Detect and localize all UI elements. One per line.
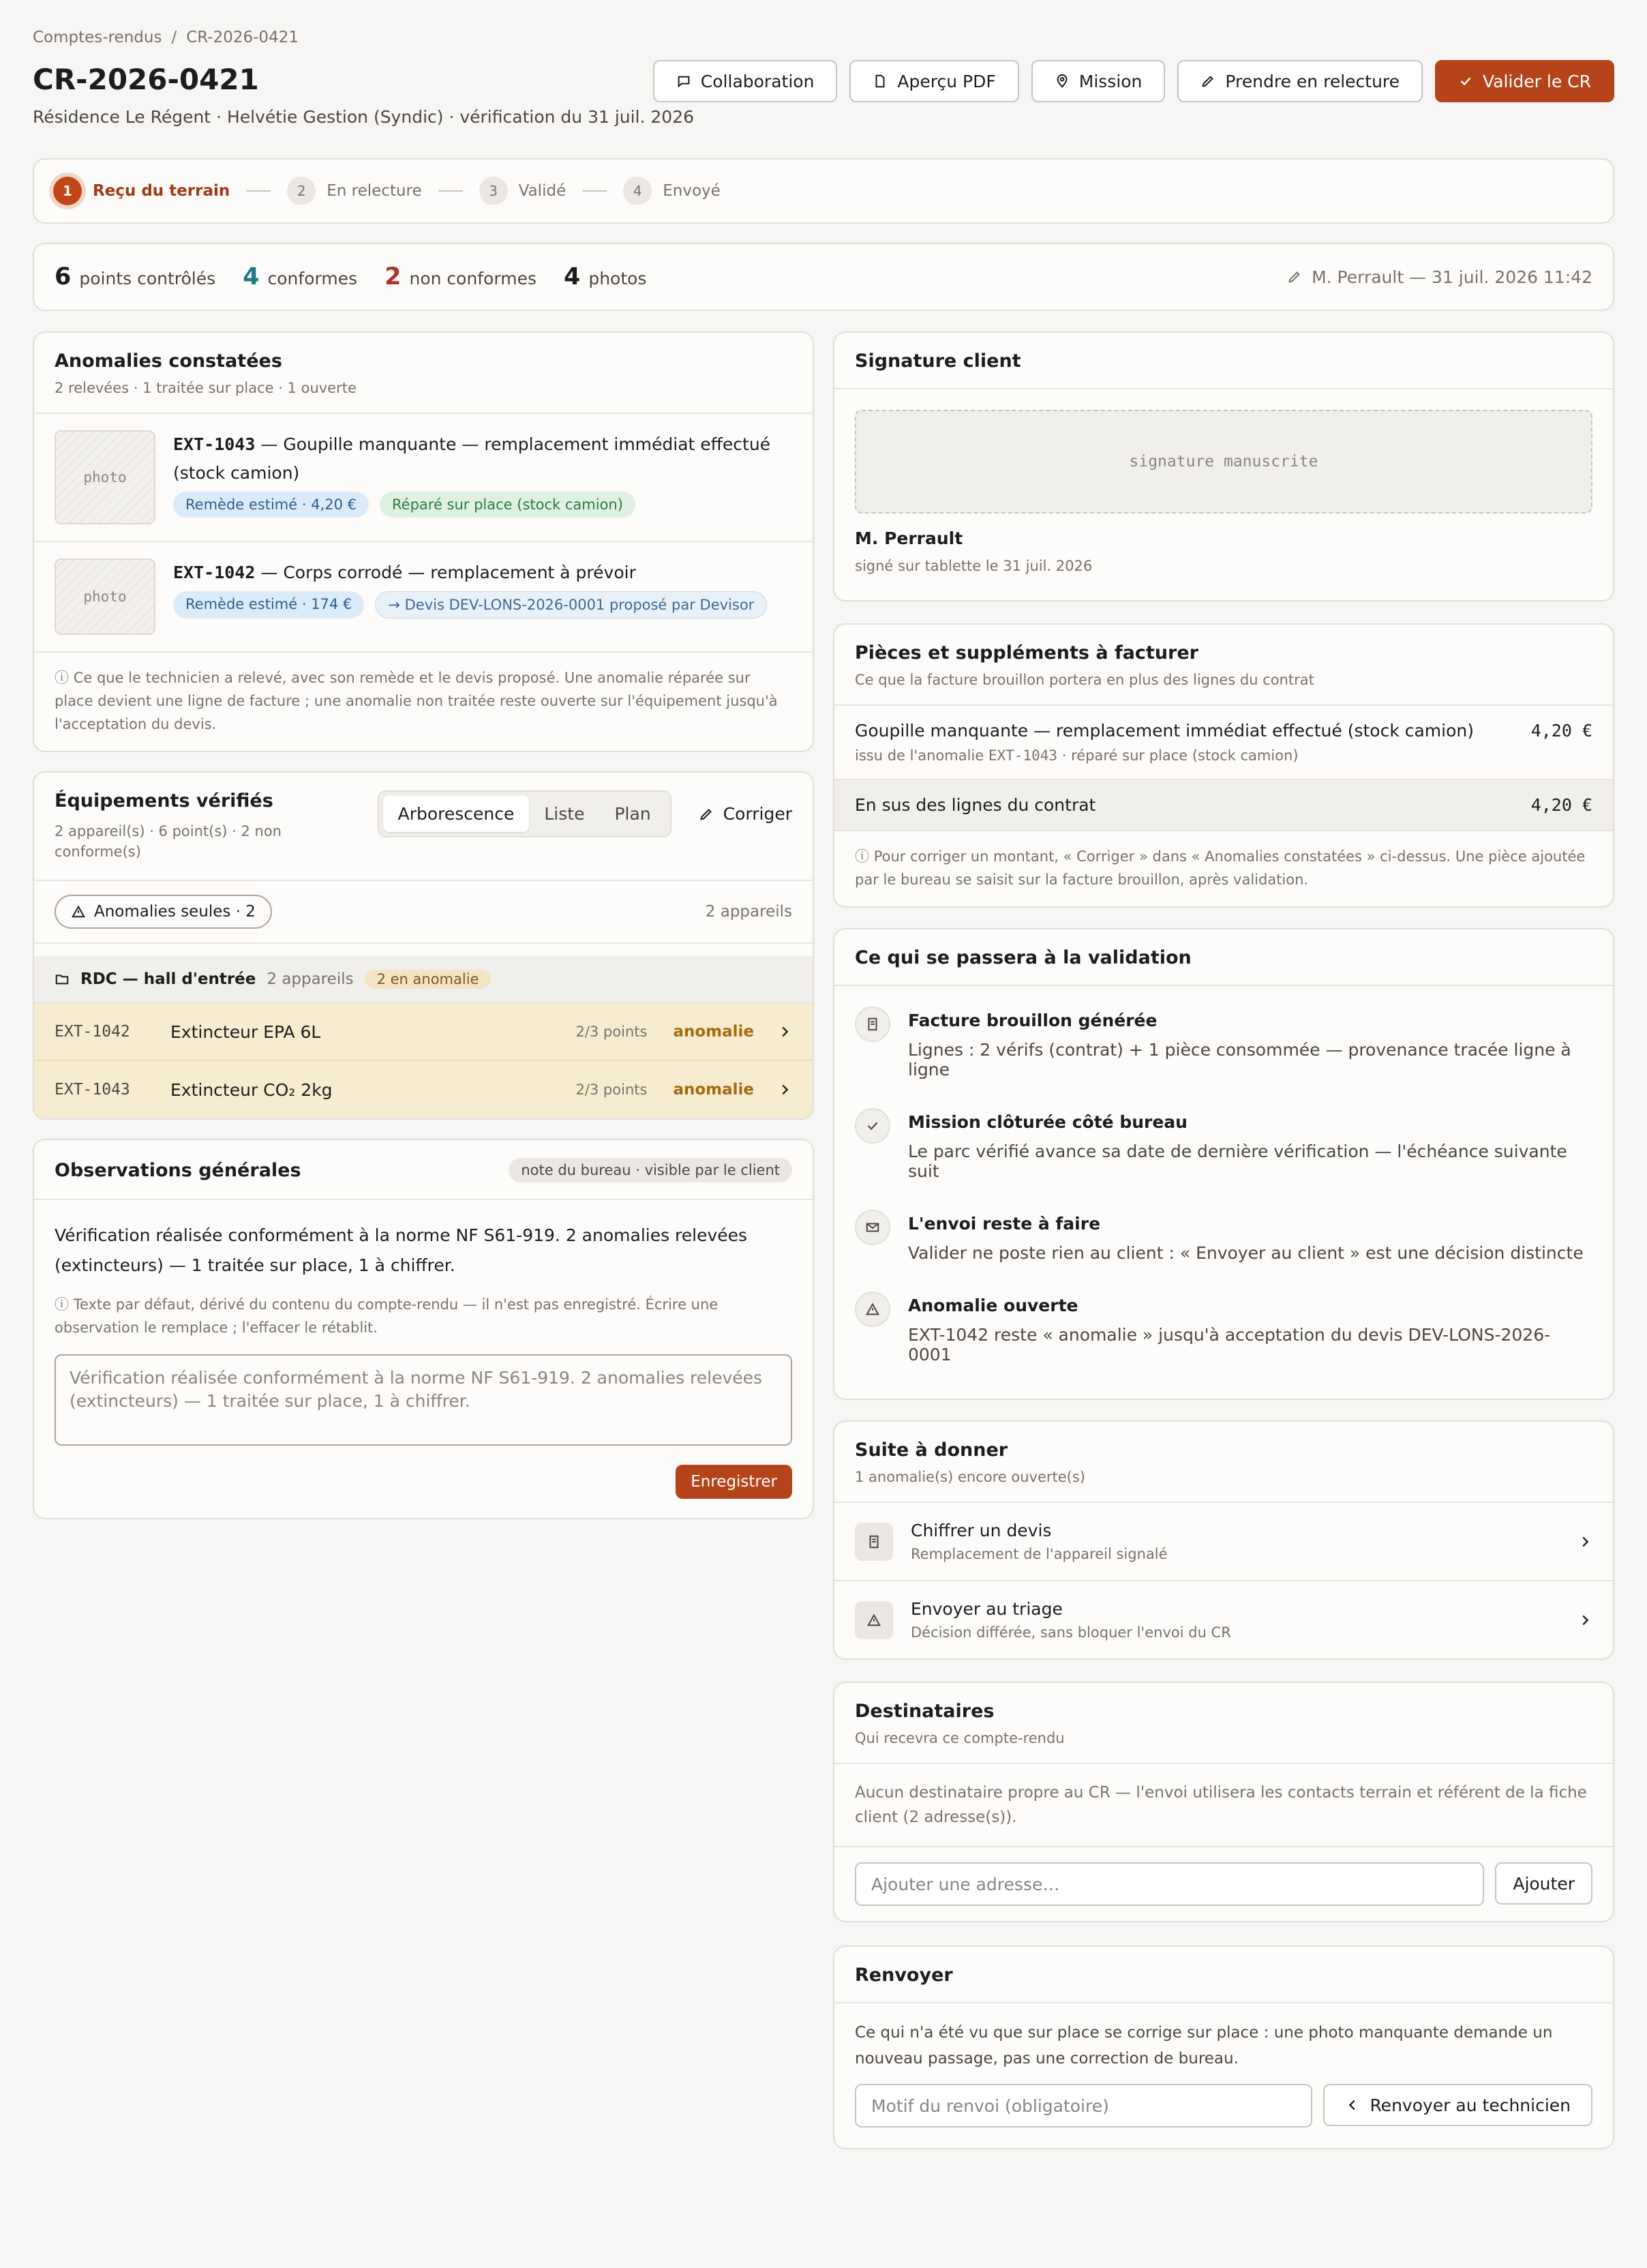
pdf-preview-button[interactable] [849, 60, 1018, 102]
stat-label: conformes [267, 269, 358, 288]
signature-box: signature manuscrite [855, 410, 1592, 513]
card-title: Anomalies constatées [55, 350, 282, 372]
timeline-text: Valider ne poste rien au client : « Envoyer au client » est une décision distincte [908, 1243, 1584, 1263]
step-separator [246, 190, 271, 192]
stat-value: 4 [563, 263, 581, 290]
email-field[interactable]: Ajouter une adresse… [855, 1862, 1484, 1906]
action-title: Chiffrer un devis [911, 1521, 1052, 1540]
anomaly-filter-chip[interactable] [55, 895, 272, 929]
tab-plan[interactable]: Plan [614, 804, 651, 824]
stat-value: 2 [384, 263, 402, 290]
equipment-points: 2/3 points [575, 1024, 648, 1040]
save-button[interactable]: Enregistrer [676, 1465, 792, 1499]
signature-card [833, 331, 1614, 601]
anomalies-card [33, 331, 814, 752]
step-label: Reçu du terrain [93, 182, 230, 200]
step-number: 2 [287, 177, 316, 205]
signer-name: M. Perrault [855, 528, 963, 548]
breadcrumb-root[interactable]: Comptes-rendus [33, 29, 162, 46]
stat-label: photos [588, 269, 647, 288]
equipment-code: EXT-1042 [55, 1023, 130, 1041]
card-title: Pièces et suppléments à facturer [855, 642, 1198, 663]
correct-label: Corriger [723, 804, 792, 824]
timeline-title: Facture brouillon générée [908, 1011, 1158, 1030]
correct-button[interactable] [699, 804, 792, 824]
equipment-row[interactable] [34, 1061, 813, 1118]
remedy-pill: Remède estimé · 174 € [173, 591, 364, 618]
signature-date: signé sur tablette le 31 juil. 2026 [855, 558, 1093, 574]
pdf-label: Aperçu PDF [897, 71, 996, 91]
pencil-icon [1200, 74, 1215, 89]
stat-label: non conformes [409, 269, 537, 288]
line-origin: issu de l'anomalie [855, 747, 984, 764]
info-text: Pour corriger un montant, « Corriger » dans « Anomalies constatées » ci-dessus. Une pièce ajoutée par le bureau se saisit sur la facture brouillon, après validation. [855, 848, 1586, 888]
card-title: Équipements vérifiés [55, 790, 273, 811]
chat-icon [676, 74, 691, 89]
warning-icon [866, 1613, 881, 1628]
pencil-icon [1287, 269, 1302, 284]
billing-line [834, 706, 1613, 780]
step-number: 1 [53, 177, 82, 205]
collaboration-label: Collaboration [700, 71, 815, 91]
stat-points [55, 263, 215, 290]
stat-label: points contrôlés [79, 269, 216, 288]
info-note: ⓘ Pour corriger un montant, « Corriger » dans « Anomalies constatées » ci-dessus. Une pièce ajoutée par le bureau se saisit sur la facture brouillon, après validation. [855, 848, 1586, 888]
tab-tree[interactable]: Arborescence [383, 796, 530, 832]
quote-link[interactable]: → Devis DEV-LONS-2026-0001 proposé par Devisor [375, 591, 767, 618]
remedy-pill: Remède estimé · 4,20 € [173, 492, 369, 518]
author-text: M. Perrault — 31 juil. 2026 11:42 [1312, 267, 1592, 287]
step-sent [623, 177, 721, 205]
anomaly-item[interactable] [34, 414, 813, 542]
location-group[interactable] [34, 956, 813, 1004]
warning-icon [865, 1302, 880, 1317]
author-info [1287, 267, 1592, 287]
visibility-badge: note du bureau · visible par le client [509, 1158, 792, 1182]
summary-bar [33, 243, 1614, 311]
timeline-title: L'envoi reste à faire [908, 1214, 1101, 1234]
recipients-text: Aucun destinataire propre au CR — l'envoi utilisera les contacts terrain et référent de la fiche client (2 adresse(s)). [834, 1764, 1613, 1847]
info-text: Texte par défaut, dérivé du contenu du compte-rendu — il n'est pas enregistré. Écrire une observation le remplace ; l'effacer le rétablit. [55, 1296, 719, 1336]
repaired-pill: Réparé sur place (stock camion) [380, 492, 635, 518]
step-number: 4 [623, 177, 652, 205]
step-number: 3 [479, 177, 508, 205]
timeline-text: Le parc vérifié avance sa date de dernière vérification — l'échéance suivante suit [908, 1142, 1567, 1181]
chevron-right-icon [1577, 1613, 1592, 1628]
line-title: Goupille manquante — remplacement immédiat effectué (stock camion) [855, 721, 1474, 741]
card-title: Ce qui se passera à la validation [855, 947, 1192, 968]
action-title: Envoyer au triage [911, 1599, 1063, 1619]
step-label: En relecture [327, 182, 422, 200]
breadcrumb [33, 29, 299, 46]
chevron-left-icon [1345, 2098, 1360, 2113]
stat-conformes [243, 263, 357, 290]
stat-photos [564, 263, 647, 290]
step-received [53, 177, 230, 205]
mission-label: Mission [1078, 71, 1143, 91]
anomaly-item[interactable] [34, 542, 813, 653]
validate-label: Valider le CR [1483, 71, 1591, 91]
mission-button[interactable] [1031, 60, 1166, 102]
stat-non-conformes [384, 263, 537, 290]
view-switcher [378, 790, 671, 837]
step-separator [438, 190, 463, 192]
step-validated [479, 177, 566, 205]
check-icon [865, 1118, 880, 1133]
tab-list[interactable]: Liste [544, 804, 585, 824]
validation-card [833, 928, 1614, 1400]
equipment-name: Extincteur CO₂ 2kg [170, 1079, 333, 1100]
timeline-text: EXT-1042 reste « anomalie » jusqu'à acceptation du devis DEV-LONS-2026-0001 [908, 1325, 1551, 1364]
timeline-item [855, 1292, 1592, 1364]
timeline-title: Anomalie ouverte [908, 1296, 1078, 1315]
card-subtitle: 2 relevées · 1 traitée sur place · 1 ouverte [55, 380, 357, 396]
info-text: Ce que le technicien a relevé, avec son remède et le devis proposé. Une anomalie réparée sur place devient une ligne de facture ; une anomalie non traitée reste ouverte sur l'équipement jusqu'à l'acceptation du devis. [55, 670, 778, 732]
timeline-item [855, 1210, 1592, 1263]
quote-label: Devis DEV-LONS-2026-0001 proposé par Devisor [404, 597, 755, 613]
card-subtitle: 2 appareil(s) · 6 point(s) · 2 non conforme(s) [55, 823, 282, 860]
quote-action[interactable] [834, 1503, 1613, 1581]
status-badge: anomalie [673, 1081, 754, 1099]
timeline-item [855, 1006, 1592, 1079]
return-text: Ce qui n'a été vu que sur place se corrige sur place : une photo manquante demande un nouveau passage, pas une correction de bureau. [855, 2024, 1553, 2068]
chip-label: Anomalies seules · 2 [94, 903, 256, 921]
return-card [833, 1945, 1614, 2149]
take-review-button[interactable] [1177, 60, 1423, 102]
equipment-points: 2/3 points [575, 1081, 648, 1098]
info-note: ⓘ Texte par défaut, dérivé du contenu du compte-rendu — il n'est pas enregistré. Écrire une observation le remplace ; l'effacer le rétablit. [55, 1296, 719, 1336]
timeline-text: Lignes : 2 vérifs (contrat) + 1 pièce consommée — provenance tracée ligne à ligne [908, 1040, 1571, 1079]
step-label: Validé [518, 182, 566, 200]
photo-placeholder[interactable]: photo [55, 558, 155, 635]
info-note: ⓘ Ce que le technicien a relevé, avec son remède et le devis proposé. Une anomalie réparée sur place devient une ligne de facture ; une anomalie non traitée reste ouverte sur l'équipement jusqu'à l'acceptation du devis. [55, 670, 778, 732]
page-subtitle: Résidence Le Régent · Helvétie Gestion (Syndic) · vérification du 31 juil. 2026 [33, 107, 695, 127]
page-title: CR-2026-0421 [33, 63, 259, 96]
observation-textarea[interactable]: Vérification réalisée conformément à la norme NF S61-919. 2 anomalies relevées (extincteurs) — 1 traitée sur place, 1 à chiffrer. [55, 1354, 792, 1446]
card-subtitle: Ce que la facture brouillon portera en plus des lignes du contrat [855, 672, 1314, 688]
folder-icon [55, 972, 70, 987]
anomaly-text: — Corps corrodé — remplacement à prévoir [255, 563, 636, 582]
line-status: · réparé sur place (stock camion) [1061, 747, 1299, 764]
chevron-right-icon [777, 1082, 792, 1097]
card-title: Suite à donner [855, 1439, 1008, 1461]
anomaly-code: EXT-1042 [173, 563, 256, 582]
warning-icon [71, 904, 86, 919]
status-stepper [33, 158, 1614, 224]
equipment-name: Extincteur EPA 6L [170, 1021, 321, 1042]
file-icon [873, 74, 888, 89]
timeline-item [855, 1108, 1592, 1181]
action-sub: Remplacement de l'appareil signalé [911, 1546, 1168, 1562]
timeline-title: Mission clôturée côté bureau [908, 1112, 1188, 1132]
pin-icon [1055, 74, 1070, 89]
status-badge: anomalie [673, 1023, 754, 1041]
recipients-card [833, 1682, 1614, 1922]
next-steps-card [833, 1420, 1614, 1660]
card-title: Signature client [855, 350, 1021, 372]
return-label: Renvoyer au technicien [1370, 2095, 1571, 2115]
card-subtitle: 1 anomalie(s) encore ouverte(s) [855, 1469, 1085, 1485]
return-reason-field[interactable]: Motif du renvoi (obligatoire) [855, 2084, 1312, 2128]
document-icon [866, 1534, 881, 1549]
anomaly-text: — Goupille manquante — remplacement immédiat effectué (stock camion) [173, 434, 771, 483]
observations-card [33, 1139, 814, 1519]
triage-action[interactable] [834, 1581, 1613, 1658]
total-amount: 4,20 € [1530, 795, 1592, 815]
collaboration-button[interactable] [653, 60, 838, 102]
chevron-right-icon [1577, 1534, 1592, 1549]
card-title: Renvoyer [855, 1965, 953, 1986]
total-label: En sus des lignes du contrat [855, 795, 1096, 815]
document-icon [865, 1017, 880, 1032]
breadcrumb-current: CR-2026-0421 [186, 29, 299, 46]
breadcrumb-sep: / [171, 29, 177, 46]
stat-value: 4 [243, 263, 260, 290]
group-tag: 2 en anomalie [365, 970, 492, 989]
header-actions [653, 60, 1614, 102]
equipment-code: EXT-1043 [55, 1081, 130, 1099]
device-count: 2 appareils [705, 903, 792, 921]
anomaly-code: EXT-1043 [173, 434, 256, 454]
group-name: RDC — hall d'entrée [80, 970, 256, 988]
card-subtitle: Qui recevra ce compte-rendu [855, 1730, 1065, 1746]
mail-icon [865, 1220, 880, 1235]
step-review [287, 177, 421, 205]
step-separator [582, 190, 607, 192]
billing-card [833, 623, 1614, 908]
pencil-icon [699, 807, 714, 822]
equipment-card [33, 771, 814, 1120]
step-label: Envoyé [663, 182, 721, 200]
take-review-label: Prendre en relecture [1225, 71, 1400, 91]
line-code: EXT-1043 [988, 747, 1058, 764]
card-title: Observations générales [55, 1159, 301, 1181]
stat-value: 6 [55, 263, 72, 290]
line-amount: 4,20 € [1530, 721, 1592, 741]
check-icon [1458, 74, 1473, 89]
validate-button[interactable] [1435, 60, 1614, 102]
add-recipient-button[interactable]: Ajouter [1495, 1862, 1592, 1905]
chevron-right-icon [777, 1024, 792, 1039]
photo-placeholder[interactable]: photo [55, 430, 155, 524]
observation-text: Vérification réalisée conformément à la norme NF S61-919. 2 anomalies relevées (extincteurs) — 1 traitée sur place, 1 à chiffrer. [55, 1225, 748, 1275]
group-count: 2 appareils [267, 970, 354, 988]
equipment-row[interactable] [34, 1004, 813, 1061]
billing-total [834, 780, 1613, 831]
return-to-technician-button[interactable] [1323, 2084, 1592, 2126]
action-sub: Décision différée, sans bloquer l'envoi du CR [911, 1624, 1231, 1641]
card-title: Destinataires [855, 1701, 995, 1722]
